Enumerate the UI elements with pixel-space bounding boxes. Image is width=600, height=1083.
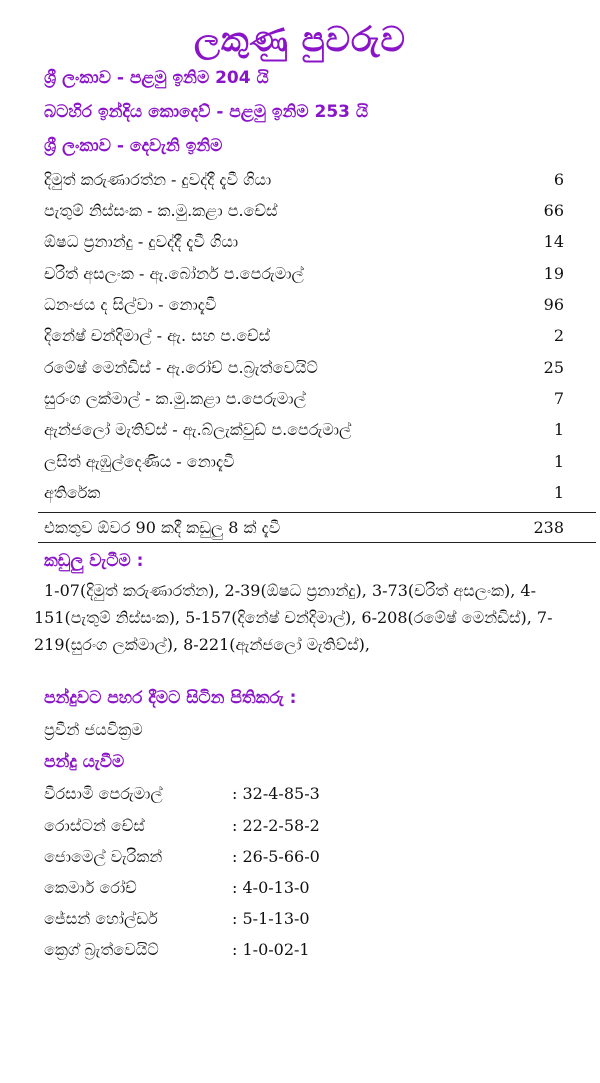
fall-of-wickets-text: 1-07(දිමුත් කරුණාරත්න), 2-39(ඕෂධ ප්‍රනාන්දු), 3-73(චරිත් අසලංක), 4-151(පැතුම් නිස්සංක), 5-157(දිනේෂ් චන්දිමාල්), 6-208(රමේෂ් මෙන්ඩිස්), 7-219(සුරංග ලක්මාල්), 8-221(ඇන්ජලෝ මැතිව්ස්), [34, 581, 553, 654]
batsman-runs: 2 [553, 326, 564, 345]
batting-row [44, 358, 564, 388]
batsman-dismissal: චරිත් අසලංක - ඇ.බෝනර් ප.පෙරුමාල් [44, 264, 304, 283]
bowler-name: කෙමාර් රෝච් [44, 878, 137, 897]
batting-row [44, 232, 564, 262]
extras-row [44, 483, 564, 513]
batsman-runs: 19 [543, 264, 564, 283]
next-batsman-name: ප්‍රවීන් ජයවික්‍රම [44, 720, 143, 739]
batsman-runs: 96 [543, 295, 564, 314]
next-batsman-heading: පන්දුවට පහර දීමට සිටින පිතිකරු : [44, 688, 297, 708]
batsman-dismissal: දිනේෂ් චන්දිමාල් - ඇ. සහ ප.චේස් [44, 326, 271, 345]
total-label: එකතුව ඕවර 90 කදී කඩුලු 8 ක් දැවී [44, 518, 281, 537]
batsman-runs: 7 [553, 389, 564, 408]
batting-row [44, 170, 564, 200]
extras-label: අතිරේක [44, 483, 101, 502]
batting-row [44, 389, 564, 419]
batting-row [44, 295, 564, 325]
batsman-dismissal: ලසිත් ඇඹුල්දෙණිය - නොදැවී [44, 452, 235, 471]
total-underline [38, 542, 596, 543]
bowler-name: ජොමෙල් වැරිකන් [44, 847, 163, 866]
batsman-runs: 14 [543, 232, 564, 251]
bowler-name: වීරසාමි පෙරුමාල් [44, 784, 163, 803]
bowler-figures: : 32-4-85-3 [232, 784, 320, 803]
batsman-dismissal: ධනංජය ද සිල්වා - නොදැවී [44, 295, 217, 314]
bowler-name: රොස්ටන් චේස් [44, 816, 145, 835]
batsman-dismissal: ඇන්ජලෝ මැතිව්ස් - ඇ.බ්ලැක්වුඩ් ප.පෙරුමාල් [44, 420, 352, 439]
fall-of-wickets-heading: කඩුලු වැටීම : [44, 551, 144, 571]
batsman-dismissal: ඕෂධ ප්‍රනාන්දු - දුවද්දී දැවී ගියා [44, 232, 239, 251]
total-runs: 238 [533, 518, 564, 537]
second-innings-sl-header: ශ්‍රී ලංකාව - දෙවැනි ඉනිම [44, 136, 223, 156]
batsman-dismissal: පැතුම් නිස්සංක - ක.මු.කළා ප.චේස් [44, 201, 278, 220]
bowler-figures: : 22-2-58-2 [232, 816, 320, 835]
bowling-heading: පන්දු යැවීම [44, 752, 125, 772]
batsman-runs: 25 [543, 358, 564, 377]
bowler-figures: : 1-0-02-1 [232, 940, 310, 959]
batsman-runs: 1 [553, 452, 564, 471]
batsman-runs: 6 [553, 170, 564, 189]
bowler-figures: : 5-1-13-0 [232, 909, 310, 928]
first-innings-wi-header: බටහිර ඉන්දිය කොදෙව් - පළමු ඉනිම 253 යි [44, 102, 369, 122]
batsman-runs: 66 [543, 201, 564, 220]
batting-row [44, 201, 564, 231]
extras-runs: 1 [553, 483, 564, 502]
batsman-dismissal: රමේෂ් මෙන්ඩිස් - ඇ.රෝච් ප.බ්‍රැත්වෙයිට් [44, 358, 318, 377]
total-divider [38, 512, 596, 513]
bowler-figures: : 4-0-13-0 [232, 878, 310, 897]
bowler-name: ක්‍රෙග් බ්‍රැත්වෙයිට් [44, 940, 159, 959]
first-innings-sl-header: ශ්‍රී ලංකාව - පළමු ඉනිම 204 යි [44, 68, 269, 88]
batting-row [44, 326, 564, 356]
batting-row [44, 264, 564, 294]
total-row [44, 518, 564, 548]
batsman-dismissal: දිමුත් කරුණාරත්න - දුවද්දී දැවී ගියා [44, 170, 272, 189]
page-title: ලකුණු පුවරුව [194, 20, 406, 60]
batsman-runs: 1 [553, 420, 564, 439]
batting-row [44, 420, 564, 450]
batting-row [44, 452, 564, 482]
bowler-figures: : 26-5-66-0 [232, 847, 320, 866]
batsman-dismissal: සුරංග ලක්මාල් - ක.මු.කළා ප.පෙරුමාල් [44, 389, 306, 408]
bowler-name: ජේසන් හෝල්ඩර් [44, 909, 158, 928]
